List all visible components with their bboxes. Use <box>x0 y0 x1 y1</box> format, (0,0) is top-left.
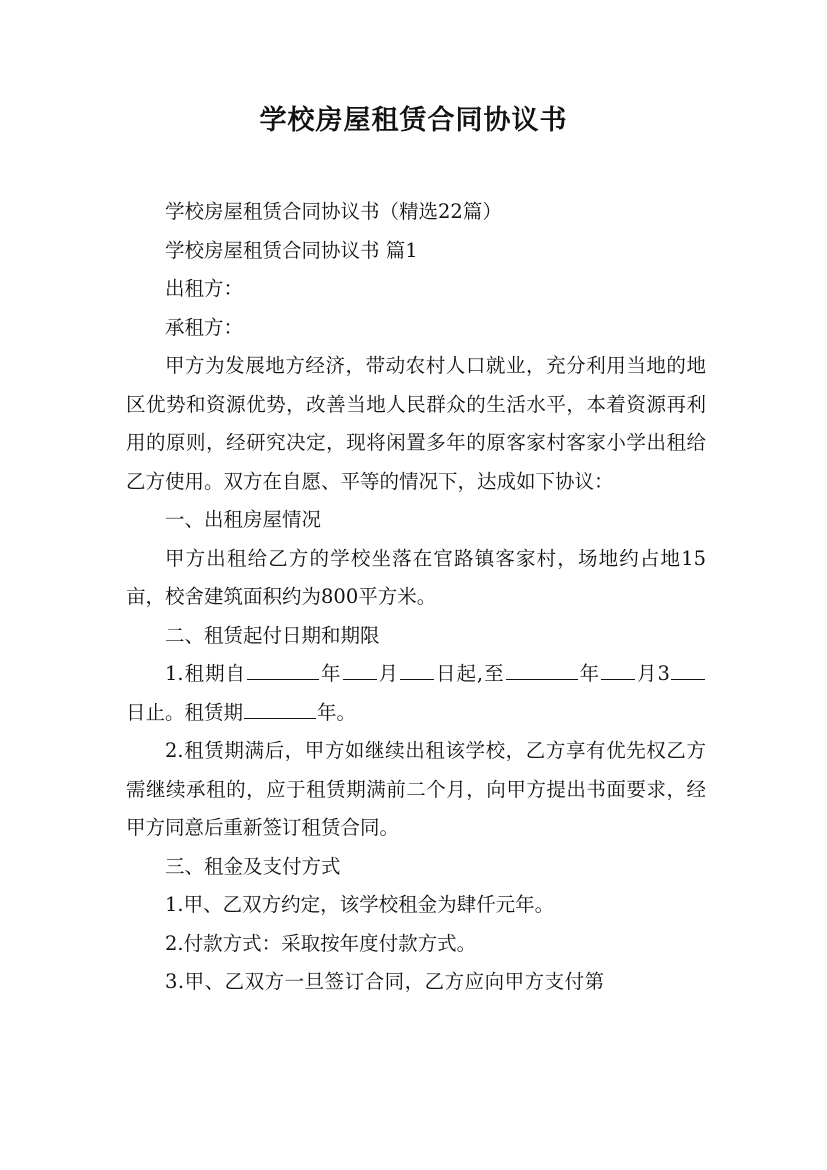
signing-clause: 3.甲、乙双方一旦签订合同，乙方应向甲方支付第 <box>165 970 605 993</box>
subtitle-paragraph: 学校房屋租赁合同协议书（精选22篇） <box>165 200 502 223</box>
clause-heading-3: 三、租金及支付方式 <box>165 854 341 878</box>
rent-amount-clause: 1.甲、乙双方约定，该学校租金为肆仟元年。 <box>165 893 555 916</box>
section-heading: 学校房屋租赁合同协议书 篇1 <box>165 238 418 262</box>
blank-field <box>247 660 319 681</box>
payment-method-clause: 2.付款方式：采取按年度付款方式。 <box>165 931 477 955</box>
term-clause <box>126 655 706 732</box>
blank-field <box>400 660 434 681</box>
term-tail: 年。 <box>317 700 357 724</box>
property-description: 甲方出租给乙方的学校坐落在官路镇客家村，场地约占地15亩，校舍建筑面积约为800平方米。 <box>126 546 706 608</box>
lessor-label: 出租方： <box>165 277 244 300</box>
clause-heading-1: 一、出租房屋情况 <box>165 508 322 531</box>
term-year2: 年 <box>578 662 601 685</box>
term-month2-day: 月3 <box>636 662 670 685</box>
term-day1: 日起,至 <box>434 662 505 685</box>
blank-field <box>244 698 316 719</box>
blank-field <box>671 660 705 681</box>
preamble-paragraph: 甲方为发展地方经济，带动农村人口就业，充分利用当地的地区优势和资源优势，改善当地人民群众的生活水平，本着资源再利用的原则，经研究决定，现将闲置多年的原客家村客家小学出租给乙方使用。双方在自愿、平等的情况下，达成如下协议： <box>126 354 706 493</box>
blank-field <box>343 660 377 681</box>
lessee-label: 承租方： <box>165 315 244 339</box>
clause-heading-2: 二、租赁起付日期和期限 <box>165 623 380 647</box>
renewal-clause: 2.租赁期满后，甲方如继续出租该学校，乙方享有优先权乙方需继续承租的，应于租赁期满前二个月，向甲方提出书面要求，经甲方同意后重新签订租赁合同。 <box>126 739 706 839</box>
document-title: 学校房屋租赁合同协议书 <box>259 105 568 136</box>
term-prefix: 1.租期自 <box>165 662 247 685</box>
blank-field <box>506 660 578 681</box>
term-month1: 月 <box>377 662 399 685</box>
term-end: 日止。租赁期 <box>126 700 244 724</box>
blank-field <box>601 660 635 681</box>
term-year1: 年 <box>320 662 342 685</box>
document-body <box>126 193 706 1002</box>
